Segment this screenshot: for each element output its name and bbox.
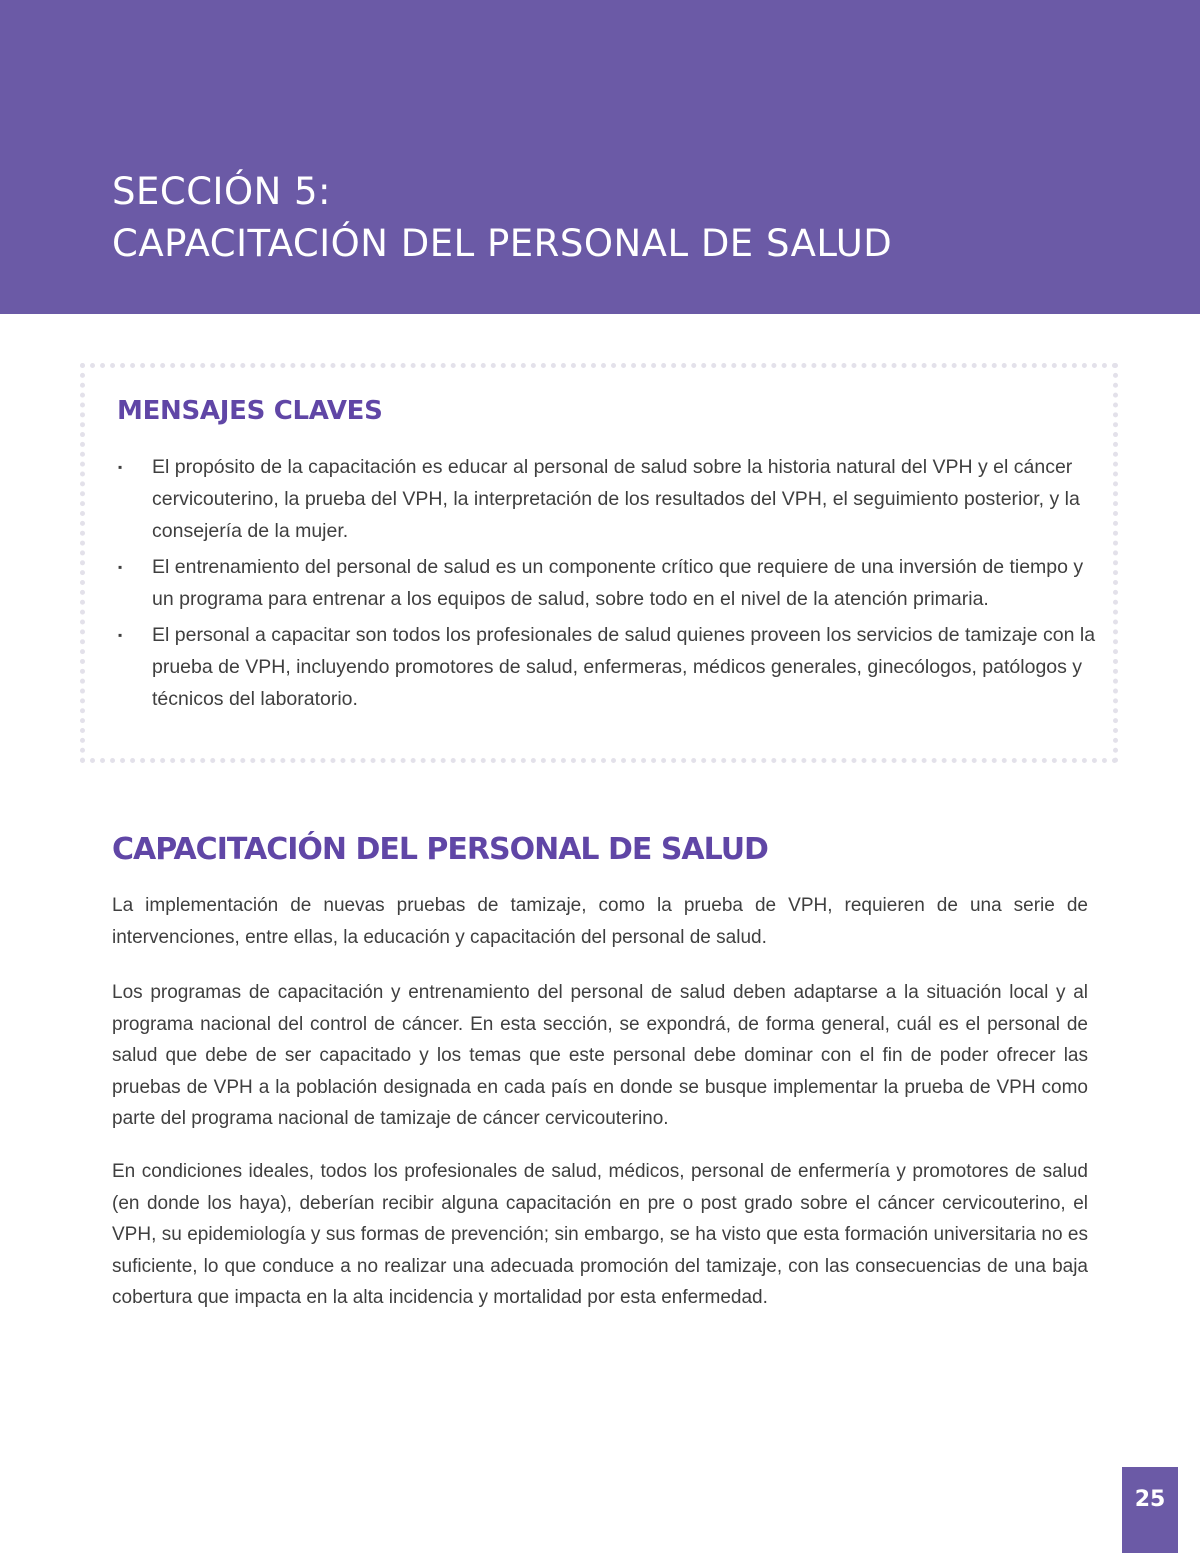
section-label: SECCIÓN 5: [112,170,332,213]
list-item-text: El propósito de la capacitación es educar al personal de salud sobre la historia natural del VPH y el cáncer cervicouterino, la prueba del VPH, la interpretación de los resultados del VPH, el seguimiento posterior, y la consejería de la mujer. [152,456,1080,542]
list-item-text: El entrenamiento del personal de salud es un componente crítico que requiere de una inversión de tiempo y un programa para entrenar a los equipos de salud, sobre todo en el nivel de la atención primaria. [152,556,1084,610]
bullet-icon: ▪ [118,628,123,642]
page-number: 25 [1122,1467,1178,1553]
paragraph: La implementación de nuevas pruebas de tamizaje, como la prueba de VPH, requieren de una serie de intervenciones, entre ellas, la educación y capacitación del personal de salud. [112,895,1088,948]
list-item [110,551,1100,615]
list-item [110,451,1100,547]
bullet-icon: ▪ [118,560,123,574]
paragraph: En condiciones ideales, todos los profesionales de salud, médicos, personal de enfermería y promotores de salud (en donde los haya), deberían recibir alguna capacitación en pre o post grado sobre el cáncer cervicouterino, el VPH, su epidemiología y sus formas de prevención; sin embargo, se ha visto que esta formación universitaria no es suficiente, lo que conduce a no realizar una adecuada promoción del tamizaje, con las consecuencias de una baja cobertura que impacta en la alta incidencia y mortalidad por esta enfermedad. [112,1161,1088,1308]
key-messages-list [110,451,1100,719]
section-title [112,166,892,270]
key-messages-box [80,363,1118,763]
list-item [110,619,1100,715]
section-title-text: CAPACITACIÓN DEL PERSONAL DE SALUD [112,222,893,265]
key-messages-heading: MENSAJES CLAVES [117,396,383,426]
paragraph: Los programas de capacitación y entrenamiento del personal de salud deben adaptarse a la situación local y al programa nacional del control de cáncer. En esta sección, se expondrá, de forma general, cuál es el personal de salud que debe de ser capacitado y los temas que este personal debe dominar con el fin de poder ofrecer las pruebas de VPH a la población designada en cada país en donde se busque implementar la prueba de VPH como parte del programa nacional de tamizaje de cáncer cervicouterino. [112,982,1088,1129]
bullet-icon: ▪ [118,460,123,474]
list-item-text: El personal a capacitar son todos los profesionales de salud quienes proveen los servicios de tamizaje con la prueba de VPH, incluyendo promotores de salud, enfermeras, médicos generales, ginecólogos, patólogos y técnicos del laboratorio. [152,624,1096,710]
main-heading: CAPACITACIÓN DEL PERSONAL DE SALUD [112,832,768,867]
